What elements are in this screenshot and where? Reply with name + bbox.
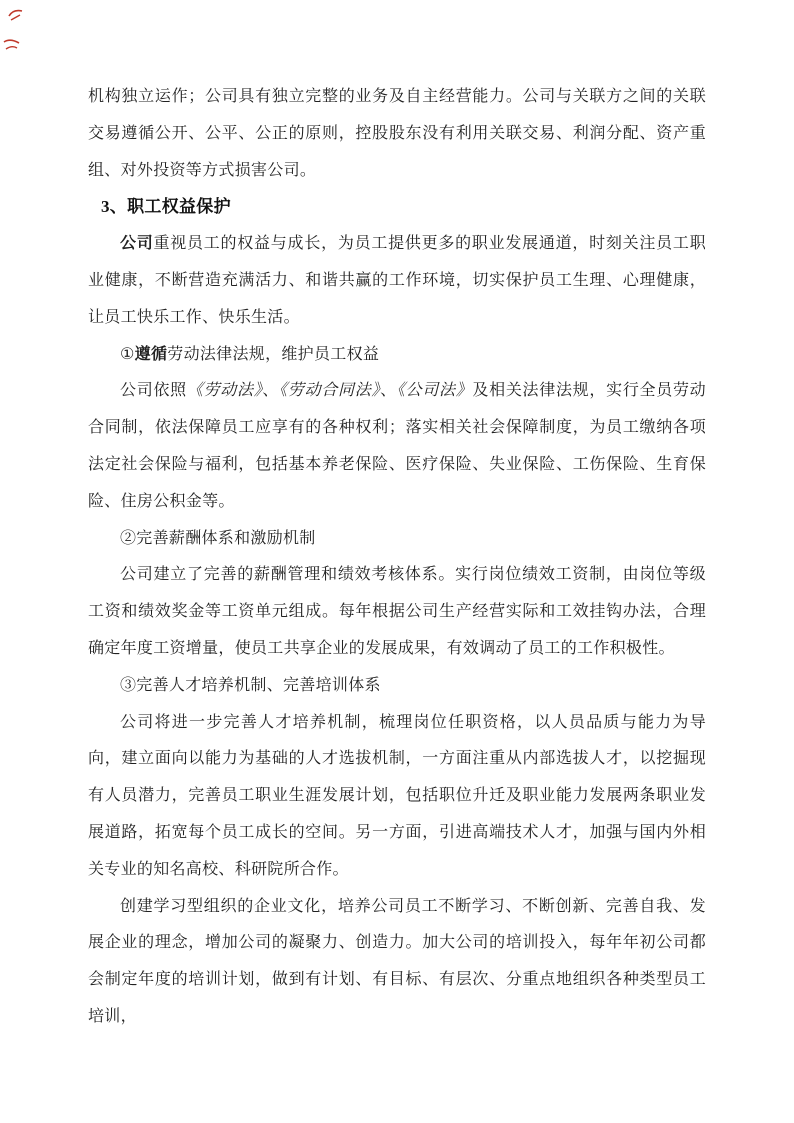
list-item-1-title [88,337,706,374]
paragraph-labor-laws [88,373,706,520]
labor-laws-post-text: 及相关法律法规，实行全员劳动合同制，依法保障员工应享有的各种权利；落实相关社会保障制度，为员工缴纳各项法定社会保险与福利，包括基本养老保险、医疗保险、失业保险、工伤保险、生育保险、住房公积金等。 [88,382,706,510]
paragraph-employee-care-text: 重视员工的权益与成长，为员工提供更多的职业发展通道，时刻关注员工职业健康，不断营造充满活力、和谐共赢的工作环境，切实保护员工生理、心理健康，让员工快乐工作、快乐生活。 [88,235,706,326]
law-title-labor-contract-law: 《劳动合同法》 [279,382,381,400]
paragraph-talent-development: 公司将进一步完善人才培养机制，梳理岗位任职资格，以人员品质与能力为导向，建立面向以能力为基础的人才选拔机制，一方面注重从内部选拔人才，以挖掘现有人员潜力，完善员工职业生涯发展计划，包括职位升迁及职业能力发展两条职业发展道路，拓宽每个员工成长的空间。另一方面，引进高端技术人才，加强与国内外相关专业的知名高校、科研院所合作。 [88,713,706,878]
paragraph-employee-care [88,226,706,336]
list-item-3-title: ③完善人才培养机制、完善培训体系 [120,676,381,694]
list-item-1-number: ① [120,345,135,363]
list-item-2-title: ②完善薪酬体系和激励机制 [120,529,316,547]
law-title-labor-law: 《劳动法》 [186,382,263,400]
document-content [88,79,706,1036]
paragraph-training-culture: 创建学习型组织的企业文化，培养公司员工不断学习、不断创新、完善自我、发展企业的理念，增加公司的凝聚力、创造力。加大公司的培训投入，每年年初公司都会制定年度的培训计划，做到有计划、有目标、有层次、分重点地组织各种类型员工培训， [88,897,706,1025]
red-ink-mark-icon [6,6,26,24]
paragraph-continuation: 机构独立运作；公司具有独立完整的业务及自主经营能力。公司与关联方之间的关联交易遵循公开、公平、公正的原则，控股股东没有利用关联交易、利润分配、资产重组、对外投资等方式损害公司。 [88,88,706,179]
list-item-1-title-text: 劳动法律法规，维护员工权益 [167,345,380,363]
bold-lead-company: 公司 [120,235,154,253]
red-ink-mark-icon [2,36,22,54]
law-separator: 、 [262,382,280,400]
section-heading-employee-rights: 3、职工权益保护 [101,197,231,217]
law-title-company-law: 《公司法》 [396,382,473,400]
paragraph-compensation-system: 公司建立了完善的薪酬管理和绩效考核体系。实行岗位绩效工资制，由岗位等级工资和绩效奖金等工资单元组成。每年根据公司生产经营实际和工效挂钩办法，合理确定年度工资增量，使员工共享企业的发展成果，有效调动了员工的工作积极性。 [88,566,706,657]
law-separator: 、 [380,382,397,400]
labor-laws-pre-text: 公司依照 [120,382,187,400]
list-item-1-bold-lead: 遵循 [134,345,168,363]
